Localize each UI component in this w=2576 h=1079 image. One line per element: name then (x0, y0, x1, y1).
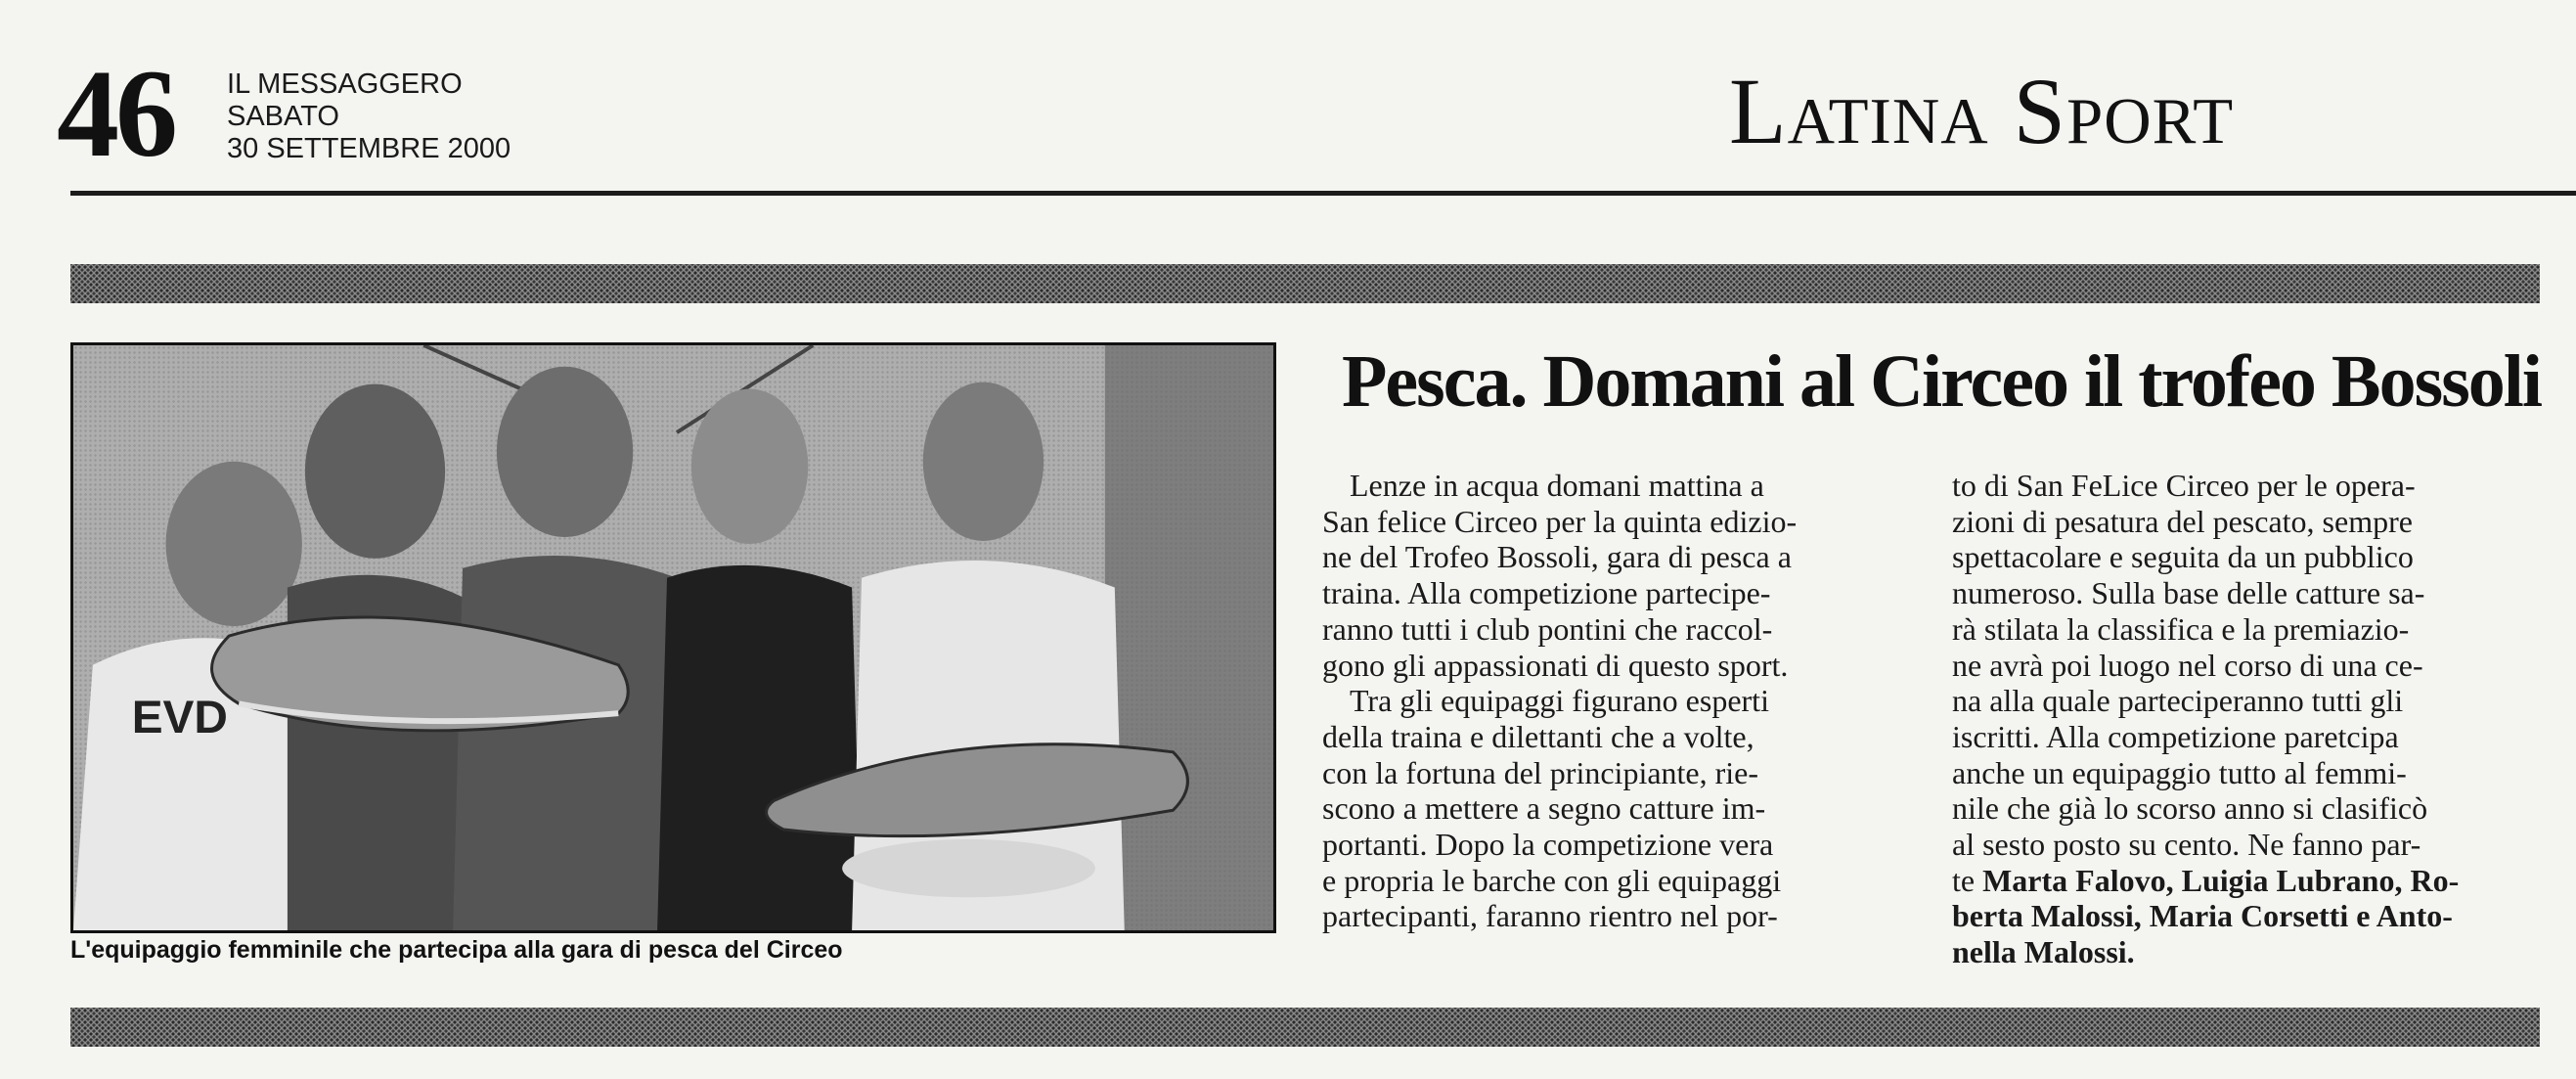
text-line: della traina e dilettanti che a volte, (1322, 718, 1754, 754)
text-line-names (1952, 898, 2551, 934)
photo-illustration (73, 345, 1273, 930)
newspaper-name: IL MESSAGGERO (227, 68, 463, 100)
text-line: Lenze in acqua domani mattina a (1350, 468, 1764, 503)
text-line: e propria le barche con gli equipaggi (1322, 862, 1782, 898)
text-line: scono a mettere a segno catture im- (1322, 790, 1766, 827)
text-line: con la fortuna del principiante, rie- (1322, 754, 1759, 790)
article-column-2 (1952, 468, 2551, 970)
article-column-1 (1322, 468, 1909, 934)
text-line: na alla quale parteciperanno tutti gli (1952, 683, 2404, 719)
names-prefix: te (1952, 862, 1976, 898)
text-line: numeroso. Sulla base delle catture sa- (1952, 575, 2425, 611)
masthead-info (227, 68, 511, 165)
text-line-names (1952, 934, 2551, 970)
text-line: San felice Circeo per la quinta edizio- (1322, 503, 1798, 539)
bottom-halftone-bar (70, 1008, 2540, 1047)
text-line: ne del Trofeo Bossoli, gara di pesca a (1322, 539, 1792, 575)
text-line-names (1952, 863, 2551, 899)
text-line: nile che già lo scorso anno si clasificò (1952, 790, 2428, 827)
text-line: ne avrà poi luogo nel corso di una ce- (1952, 647, 2423, 683)
publication-date: 30 SETTEMBRE 2000 (227, 133, 511, 164)
text-line: rà stilata la classifica e la premiazio- (1952, 610, 2410, 647)
text-line: anche un equipaggio tutto al femmi- (1952, 754, 2407, 790)
article-photo (70, 342, 1276, 933)
names-line-3: nella Malossi. (1952, 934, 2135, 970)
svg-text:EVD: EVD (131, 692, 228, 743)
text-line: zioni di pesatura del pescato, sempre (1952, 503, 2413, 539)
photo-caption: L'equipaggio femminile che partecipa alla gara di pesca del Circeo (70, 936, 843, 964)
text-line: gono gli appassionati di questo sport. (1322, 647, 1789, 683)
names-line-2: berta Malossi, Maria Corsetti e Anto- (1952, 898, 2453, 934)
top-halftone-bar (70, 264, 2540, 303)
text-line: partecipanti, faranno rientro nel por- (1322, 898, 1778, 934)
names-line-1: Marta Falovo, Luigia Lubrano, Ro- (1982, 862, 2460, 898)
text-line: to di San FeLice Circeo per le opera- (1952, 468, 2416, 503)
header-rule (70, 191, 2576, 196)
text-line: spettacolare e seguita da un pubblico (1952, 539, 2414, 575)
text-line: al sesto posto su cento. Ne fanno par- (1952, 827, 2421, 863)
section-title: Latina Sport (1729, 59, 2235, 163)
text-line: Tra gli equipaggi figurano esperti (1350, 683, 1769, 719)
text-line: traina. Alla competizione partecipe- (1322, 575, 1771, 611)
article-headline: Pesca. Domani al Circeo il trofeo Bossoli (1342, 340, 2541, 423)
publication-day: SABATO (227, 101, 339, 132)
text-line: ranno tutti i club pontini che raccol- (1322, 610, 1773, 647)
text-line: iscritti. Alla competizione paretcipa (1952, 718, 2399, 754)
text-line: portanti. Dopo la competizione vera (1322, 827, 1774, 863)
page-number: 46 (57, 44, 174, 183)
